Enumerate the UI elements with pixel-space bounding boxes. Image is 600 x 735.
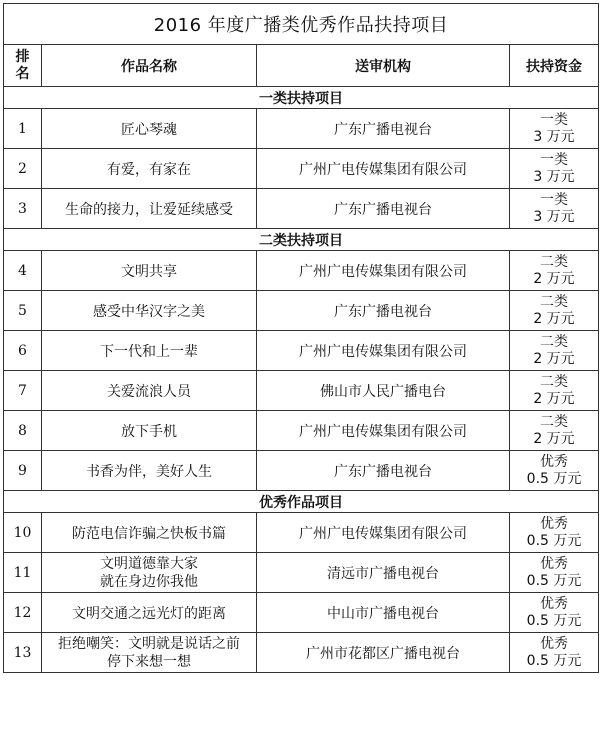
fund-level: 二类 — [540, 293, 569, 310]
row-org: 佛山市人民广播电台 — [257, 371, 510, 411]
row-work-name — [42, 331, 257, 371]
table-row — [4, 371, 599, 411]
row-work-name — [42, 593, 257, 633]
row-org: 广州广电传媒集团有限公司 — [257, 331, 510, 371]
table-row — [4, 633, 599, 673]
fund-level: 一类 — [540, 191, 569, 208]
row-rank: 5 — [4, 291, 42, 331]
row-rank: 2 — [4, 149, 42, 189]
work-name-line: 防范电信诈骗之快板书篇 — [72, 525, 226, 542]
fund-level: 优秀 — [540, 635, 569, 652]
table-row — [4, 513, 599, 553]
row-rank: 7 — [4, 371, 42, 411]
row-fund — [510, 411, 599, 451]
header-fund: 扶持资金 — [510, 45, 599, 87]
work-name-line: 拒绝嘲笑：文明就是说话之前 — [58, 635, 240, 652]
fund-amount: 0.5 万元 — [526, 572, 582, 589]
fund-amount: 3 万元 — [533, 168, 575, 185]
row-org: 广东广播电视台 — [257, 109, 510, 149]
work-name-line: 感受中华汉字之美 — [93, 303, 205, 320]
section-row — [4, 229, 599, 251]
work-name-line: 关爱流浪人员 — [107, 383, 191, 400]
row-work-name — [42, 513, 257, 553]
row-fund — [510, 149, 599, 189]
fund-level: 优秀 — [540, 595, 569, 612]
row-work-name — [42, 149, 257, 189]
fund-amount: 0.5 万元 — [526, 652, 582, 669]
row-rank: 12 — [4, 593, 42, 633]
row-fund — [510, 331, 599, 371]
row-rank: 11 — [4, 553, 42, 593]
fund-level: 优秀 — [540, 515, 569, 532]
table-row — [4, 553, 599, 593]
row-work-name — [42, 371, 257, 411]
table-row — [4, 149, 599, 189]
row-fund — [510, 109, 599, 149]
header-rank-line1: 排 — [15, 48, 30, 65]
row-work-name — [42, 189, 257, 229]
work-name-line: 下一代和上一辈 — [100, 343, 198, 360]
row-rank: 4 — [4, 251, 42, 291]
header-rank — [4, 45, 42, 87]
work-name-line: 放下手机 — [121, 423, 177, 440]
row-work-name — [42, 553, 257, 593]
work-name-line: 文明道德靠大家 — [100, 555, 198, 572]
work-name-line: 停下来想一想 — [107, 653, 191, 670]
row-fund — [510, 371, 599, 411]
work-name-line: 书香为伴，美好人生 — [86, 463, 212, 480]
row-rank: 8 — [4, 411, 42, 451]
table-row — [4, 109, 599, 149]
row-org: 广东广播电视台 — [257, 451, 510, 491]
table-title: 2016 年度广播类优秀作品扶持项目 — [4, 4, 599, 45]
fund-level: 一类 — [540, 111, 569, 128]
work-name-line: 有爱，有家在 — [107, 161, 191, 178]
fund-amount: 2 万元 — [533, 310, 575, 327]
header-work-name: 作品名称 — [42, 45, 257, 87]
row-org: 广州广电传媒集团有限公司 — [257, 411, 510, 451]
header-row — [4, 45, 599, 87]
row-fund — [510, 593, 599, 633]
work-name-line: 生命的接力，让爱延续感受 — [65, 201, 233, 218]
row-rank: 6 — [4, 331, 42, 371]
row-rank: 9 — [4, 451, 42, 491]
section-label: 二类扶持项目 — [4, 229, 599, 251]
row-org: 广东广播电视台 — [257, 189, 510, 229]
work-name-line: 就在身边你我他 — [100, 573, 198, 590]
table-row — [4, 251, 599, 291]
row-org: 广州广电传媒集团有限公司 — [257, 513, 510, 553]
row-org: 清远市广播电视台 — [257, 553, 510, 593]
fund-amount: 3 万元 — [533, 128, 575, 145]
fund-amount: 2 万元 — [533, 270, 575, 287]
table-row — [4, 451, 599, 491]
fund-level: 优秀 — [540, 453, 569, 470]
row-fund — [510, 513, 599, 553]
table-row — [4, 189, 599, 229]
fund-amount: 0.5 万元 — [526, 532, 582, 549]
table-row — [4, 593, 599, 633]
row-work-name — [42, 411, 257, 451]
fund-level: 二类 — [540, 253, 569, 270]
row-rank: 10 — [4, 513, 42, 553]
fund-level: 优秀 — [540, 555, 569, 572]
table-row — [4, 291, 599, 331]
section-label: 优秀作品项目 — [4, 491, 599, 513]
row-org: 中山市广播电视台 — [257, 593, 510, 633]
header-org: 送审机构 — [257, 45, 510, 87]
fund-amount: 2 万元 — [533, 390, 575, 407]
funding-table — [3, 3, 599, 673]
header-rank-line2: 名 — [15, 65, 30, 82]
fund-level: 二类 — [540, 373, 569, 390]
table-row — [4, 331, 599, 371]
row-work-name — [42, 633, 257, 673]
fund-amount: 2 万元 — [533, 350, 575, 367]
row-org: 广州市花都区广播电视台 — [257, 633, 510, 673]
work-name-line: 匠心琴魂 — [121, 121, 177, 138]
row-org: 广州广电传媒集团有限公司 — [257, 251, 510, 291]
row-fund — [510, 251, 599, 291]
row-fund — [510, 553, 599, 593]
row-fund — [510, 189, 599, 229]
row-fund — [510, 451, 599, 491]
fund-amount: 3 万元 — [533, 208, 575, 225]
row-work-name — [42, 451, 257, 491]
row-fund — [510, 633, 599, 673]
table-row — [4, 411, 599, 451]
row-org: 广州广电传媒集团有限公司 — [257, 149, 510, 189]
fund-level: 二类 — [540, 333, 569, 350]
fund-level: 一类 — [540, 151, 569, 168]
fund-level: 二类 — [540, 413, 569, 430]
row-rank: 13 — [4, 633, 42, 673]
fund-amount: 2 万元 — [533, 430, 575, 447]
row-org: 广东广播电视台 — [257, 291, 510, 331]
section-label: 一类扶持项目 — [4, 87, 599, 109]
row-rank: 1 — [4, 109, 42, 149]
row-fund — [510, 291, 599, 331]
row-work-name — [42, 291, 257, 331]
work-name-line: 文明交通之远光灯的距离 — [72, 605, 226, 622]
work-name-line: 文明共享 — [121, 263, 177, 280]
section-row — [4, 491, 599, 513]
row-rank: 3 — [4, 189, 42, 229]
section-row — [4, 87, 599, 109]
row-work-name — [42, 109, 257, 149]
fund-amount: 0.5 万元 — [526, 612, 582, 629]
row-work-name — [42, 251, 257, 291]
fund-amount: 0.5 万元 — [526, 470, 582, 487]
